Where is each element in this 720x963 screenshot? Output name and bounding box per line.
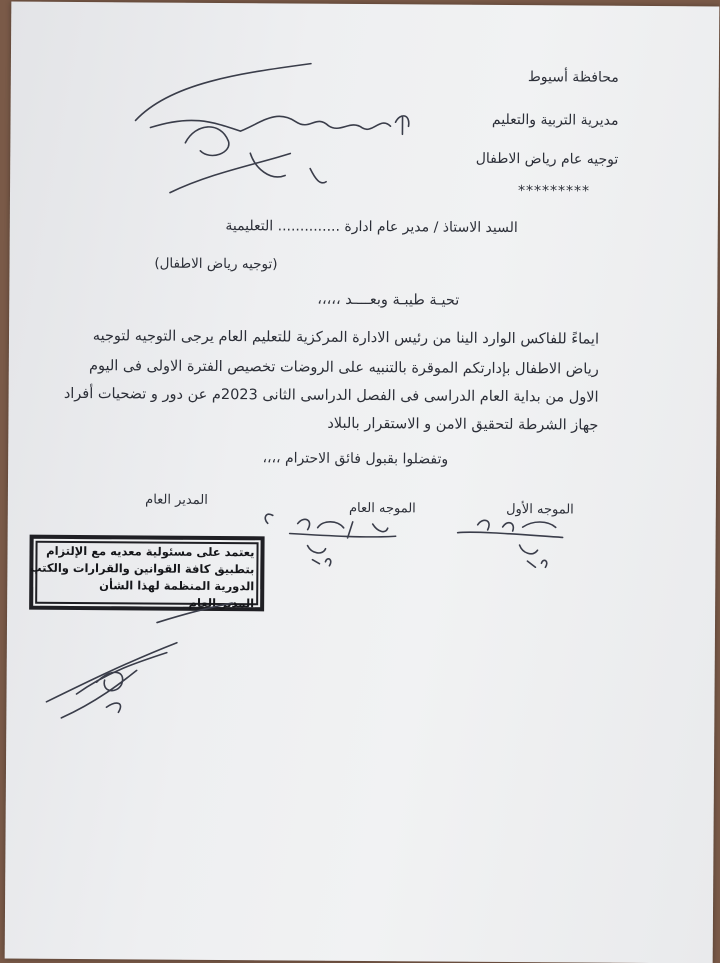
stamp-line-1: يعتمد على مسئولية معديه مع الإلتزام bbox=[46, 543, 255, 560]
general-supervisor-label: الموجه العام bbox=[348, 500, 416, 517]
governorate-heading: محافظة أسيوط bbox=[527, 69, 619, 86]
subject-line: (توجيه رياض الاطفال) bbox=[154, 255, 278, 273]
body-line-1: ايماءً للفاكس الوارد الينا من رئيس الادارة المركزية للتعليم العام يرجى التوجيه لتوجيه bbox=[92, 328, 600, 348]
stamp-line-3: الدورية المنظمة لهذا الشأن bbox=[99, 578, 255, 594]
recipient-line: السيد الاستاذ / مدير عام ادارة .............. التعليمية bbox=[225, 218, 518, 237]
body-line-3: الاول من بداية العام الدراسى فى الفصل الدراسى الثانى 2023م عن دور و تضحيات أفراد bbox=[63, 385, 599, 406]
stamp-line-4: المدير العام bbox=[188, 595, 255, 611]
handwriting-layer bbox=[5, 2, 720, 963]
closing-line: وتفضلوا بقبول فائق الاحترام ،،،، bbox=[262, 450, 449, 468]
document-page bbox=[5, 2, 720, 963]
general-director-label: المدير العام bbox=[145, 492, 208, 508]
directorate-heading: مديرية التربية والتعليم bbox=[491, 111, 619, 129]
department-heading: توجيه عام رياض الاطفال bbox=[475, 150, 619, 168]
body-line-2: رياض الاطفال بإدارتكم الموقرة بالتنبيه على الروضات تخصيص الفترة الاولى فى اليوم bbox=[88, 358, 599, 378]
greeting-line: تحيـة طيبـة وبعــــد ،،،،، bbox=[317, 291, 460, 309]
header-stars: ********* bbox=[517, 183, 591, 200]
body-line-4: جهاز الشرطة لتحقيق الامن و الاستقرار بالبلاد bbox=[327, 415, 599, 434]
general-supervisor-date bbox=[265, 514, 396, 566]
first-supervisor-label: الموجه الأول bbox=[506, 502, 574, 518]
first-supervisor-date bbox=[457, 520, 562, 567]
director-signature bbox=[46, 602, 232, 719]
top-signature bbox=[135, 62, 390, 132]
stamp-line-2: بتطبيق كافة القوانين والقرارات والكتب bbox=[29, 560, 255, 577]
